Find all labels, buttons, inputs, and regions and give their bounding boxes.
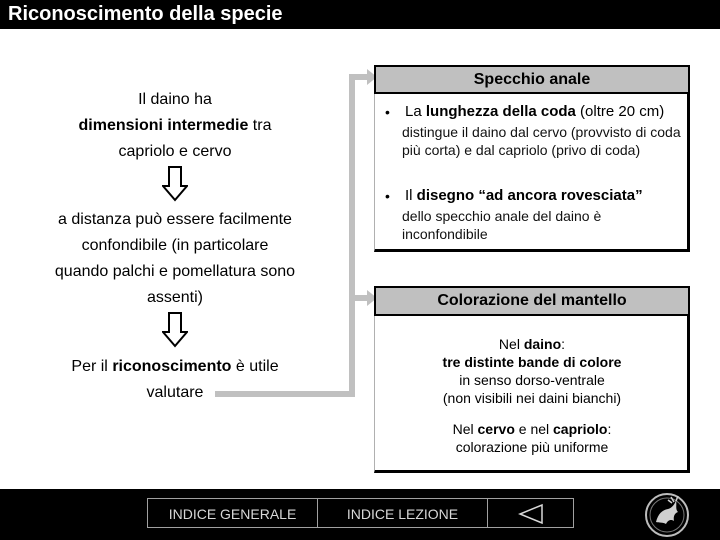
- capriolo-bold: capriolo: [553, 421, 608, 437]
- recognition-bold: riconoscimento: [112, 358, 232, 375]
- connector-arrows: [210, 60, 380, 405]
- bullet-icon: •: [385, 104, 390, 120]
- recognition-post: è utile: [231, 358, 279, 375]
- recognition-line-2: valutare: [146, 384, 204, 401]
- bullet-1-bold: lunghezza della coda: [425, 103, 576, 120]
- bullet-1-rest: distingue il daino dal cervo (provvisto di coda più corta) e dal capriolo (privo di coda): [402, 124, 681, 158]
- triangle-left-icon: [516, 503, 546, 525]
- indice-generale-button[interactable]: INDICE GENERALE: [147, 498, 318, 528]
- bullet-2-pre: Il: [405, 187, 417, 204]
- bullet-1-post: (oltre 20 cm): [575, 103, 665, 120]
- intro-line-1: Il daino ha: [138, 91, 212, 108]
- box-specchio-anale-header: [374, 65, 690, 94]
- bullet-icon: •: [385, 188, 390, 204]
- bullet-1-pre: La: [405, 103, 426, 120]
- cervo-mid: e nel: [514, 421, 554, 437]
- daino-line-1: [374, 335, 690, 353]
- daino-line-2: [374, 353, 690, 371]
- confusion-line-4: assenti): [146, 289, 204, 306]
- cervo-pre: Nel: [452, 421, 478, 437]
- deer-logo-icon[interactable]: [644, 492, 690, 538]
- bullet-2-lead: [405, 187, 643, 205]
- confusion-line-1: a distanza può essere facilmente: [58, 211, 292, 228]
- intro-line-2-rest: tra: [248, 117, 272, 134]
- daino-colon: :: [561, 336, 566, 352]
- box-specchio-anale-title: Specchio anale: [473, 71, 591, 88]
- box-specchio-anale-body: [374, 94, 690, 252]
- intro-line-3: capriolo e cervo: [118, 143, 232, 160]
- confusion-line-2: confondibile (in particolare: [81, 237, 269, 254]
- cervo-line-1: [374, 420, 690, 438]
- bullet-2-rest: dello specchio anale del daino è inconfondibile: [402, 208, 602, 242]
- bullet-2-bold: disegno “ad ancora rovesciata”: [416, 187, 643, 204]
- daino-pre: Nel: [498, 336, 524, 352]
- box-colorazione-header: [374, 286, 690, 316]
- title-bar: [0, 0, 720, 29]
- cervo-line-2: colorazione più uniforme: [455, 439, 609, 455]
- daino-bold: daino: [523, 336, 562, 352]
- daino-bands-bold: tre distinte bande di colore: [442, 354, 622, 370]
- box-colorazione-title: Colorazione del mantello: [437, 292, 627, 309]
- intro-bold: dimensioni intermedie: [78, 117, 249, 134]
- cervo-capriolo-text: [374, 420, 690, 456]
- daino-colour-text: [374, 335, 690, 407]
- cervo-bold: cervo: [477, 421, 515, 437]
- confusion-line-3: quando palchi e pomellatura sono: [54, 263, 296, 280]
- indice-lezione-button[interactable]: INDICE LEZIONE: [317, 498, 488, 528]
- page-title: Riconoscimento della specie: [8, 3, 283, 25]
- daino-line-4: (non visibili nei daini bianchi): [442, 390, 622, 406]
- bullet-1-lead: [405, 103, 664, 121]
- down-arrow-icon: [162, 166, 188, 202]
- daino-line-3: in senso dorso-ventrale: [459, 372, 605, 388]
- back-button[interactable]: [487, 498, 574, 528]
- cervo-colon: :: [607, 421, 612, 437]
- recognition-pre: Per il: [71, 358, 113, 375]
- down-arrow-icon: [162, 312, 188, 348]
